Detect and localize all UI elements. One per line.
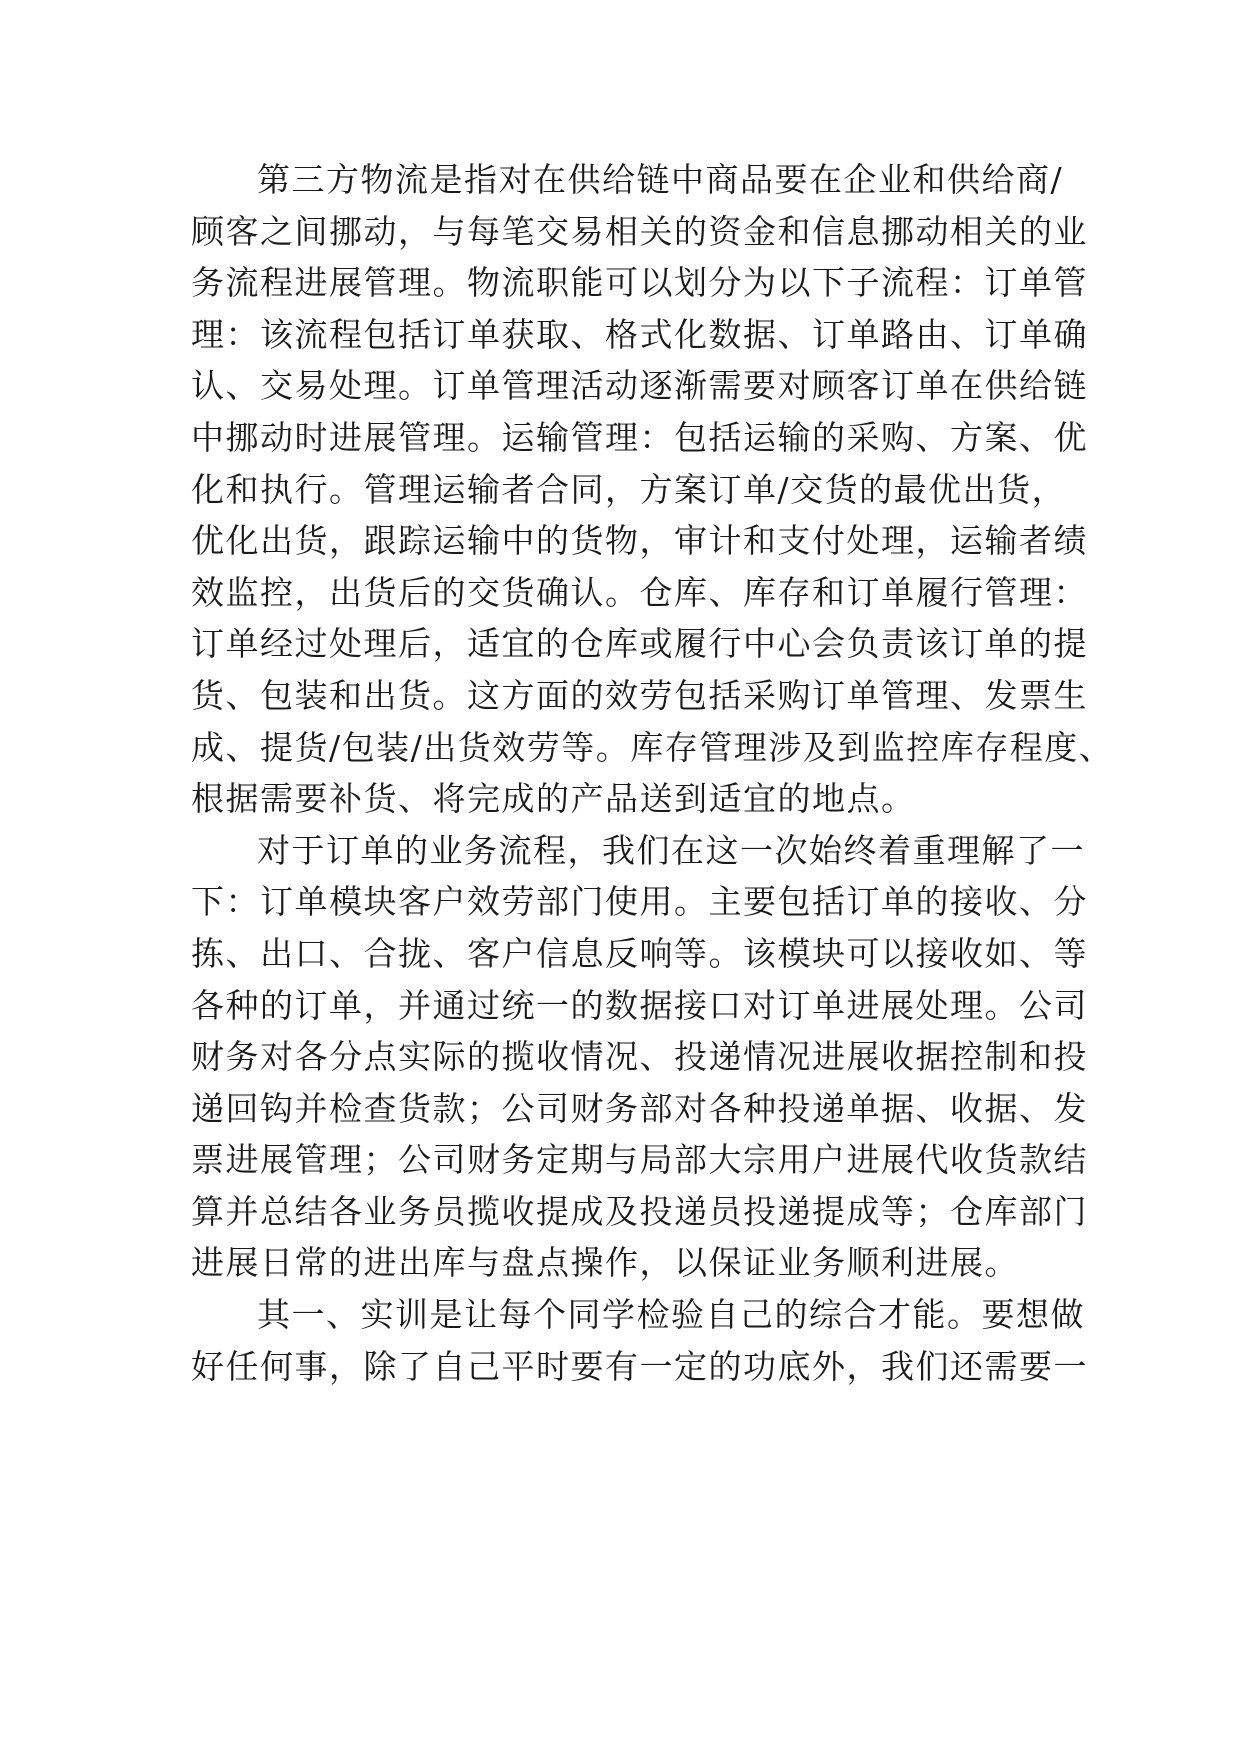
text-line: 根据需要补货、将完成的产品送到适宜的地点。 [191, 779, 916, 819]
text-line: 认、交易处理。订单管理活动逐渐需要对顾客订单在供给链 [191, 366, 1088, 406]
text-line: 成、提货/包装/出货效劳等。库存管理涉及到监控库存程度、 [191, 727, 1114, 767]
text-line: 中挪动时进展管理。运输管理：包括运输的采购、方案、优 [191, 417, 1088, 457]
text-line: 拣、出口、合拢、客户信息反响等。该模块可以接收如、等 [191, 933, 1088, 973]
text-line: 各种的订单，并通过统一的数据接口对订单进展处理。公司 [191, 985, 1088, 1025]
text-line: 财务对各分点实际的揽收情况、投递情况进展收据控制和投 [191, 1037, 1088, 1077]
text-line: 好任何事，除了自己平时要有一定的功底外，我们还需要一 [191, 1346, 1088, 1386]
paragraph-third-party-logistics [191, 154, 1114, 825]
document-body [191, 154, 1114, 1392]
text-line: 优化出货，跟踪运输中的货物，审计和支付处理，运输者绩 [191, 521, 1088, 561]
text-line: 票进展管理；公司财务定期与局部大宗用户进展代收货款结 [191, 1140, 1088, 1180]
text-line: 下：订单模块客户效劳部门使用。主要包括订单的接收、分 [191, 882, 1088, 922]
text-line: 订单经过处理后，适宜的仓库或履行中心会负责该订单的提 [191, 624, 1088, 664]
text-line: 其一、实训是让每个同学检验自己的综合才能。要想做 [257, 1295, 1085, 1335]
text-line: 进展日常的进出库与盘点操作，以保证业务顺利进展。 [191, 1243, 1019, 1283]
text-line: 第三方物流是指对在供给链中商品要在企业和供给商/ [257, 160, 1064, 199]
text-line: 理：该流程包括订单获取、格式化数据、订单路由、订单确 [191, 314, 1088, 354]
text-line: 递回钩并检查货款；公司财务部对各种投递单据、收据、发 [191, 1088, 1088, 1128]
text-line: 效监控，出货后的交货确认。仓库、库存和订单履行管理： [191, 572, 1088, 612]
text-line: 化和执行。管理运输者合同，方案订单/交货的最优出货， [191, 469, 1067, 509]
text-line: 对于订单的业务流程，我们在这一次始终着重理解了一 [257, 830, 1085, 870]
text-line: 货、包装和出货。这方面的效劳包括采购订单管理、发票生 [191, 675, 1088, 715]
text-line: 顾客之间挪动，与每笔交易相关的资金和信息挪动相关的业 [191, 211, 1088, 251]
text-line: 务流程进展管理。物流职能可以划分为以下子流程：订单管 [191, 263, 1088, 303]
paragraph-order-process [191, 825, 1088, 1289]
paragraph-training [191, 1289, 1088, 1392]
text-line: 算并总结各业务员揽收提成及投递员投递提成等；仓库部门 [191, 1191, 1088, 1231]
